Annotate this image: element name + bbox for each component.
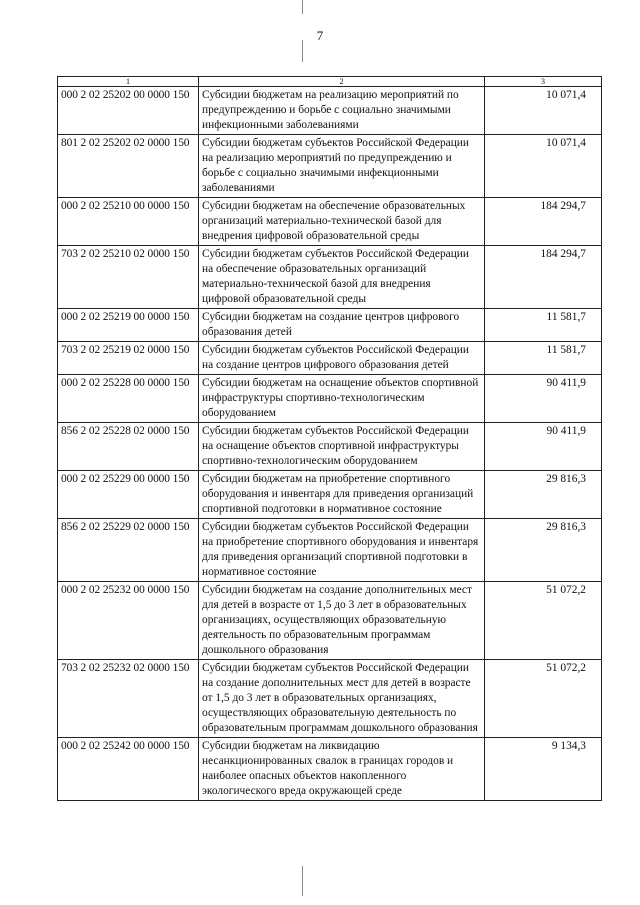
column-header-3: 3: [485, 77, 602, 87]
budget-code-cell: 000 2 02 25219 00 0000 150: [58, 309, 199, 342]
budget-code-cell: 000 2 02 25229 00 0000 150: [58, 471, 199, 519]
table-row: [58, 660, 602, 738]
budget-revenue-table: [57, 76, 602, 801]
table-row: [58, 198, 602, 246]
description-cell: Субсидии бюджетам на ликвидацию несанкционированных свалок в границах городов и наиболее опасных объектов накопленного экологического вреда окружающей среде: [199, 738, 485, 801]
amount-cell: 29 816,3: [485, 519, 602, 582]
column-header-2: 2: [199, 77, 485, 87]
budget-code-cell: 801 2 02 25202 02 0000 150: [58, 135, 199, 198]
budget-code-cell: 000 2 02 25210 00 0000 150: [58, 198, 199, 246]
table-header-row: [58, 77, 602, 87]
amount-cell: 11 581,7: [485, 342, 602, 375]
description-cell: Субсидии бюджетам субъектов Российской Федерации на приобретение спортивного оборудования и инвентаря для приведения организаций спортивной подготовки в нормативное состояние: [199, 519, 485, 582]
table-row: [58, 309, 602, 342]
table-row: [58, 342, 602, 375]
table-row: [58, 471, 602, 519]
budget-code-cell: 856 2 02 25229 02 0000 150: [58, 519, 199, 582]
scan-fold-mark-bottom: [302, 866, 303, 896]
description-cell: Субсидии бюджетам на создание центров цифрового образования детей: [199, 309, 485, 342]
page-number: 7: [316, 28, 324, 43]
budget-code-cell: 856 2 02 25228 02 0000 150: [58, 423, 199, 471]
amount-cell: 90 411,9: [485, 423, 602, 471]
amount-cell: 11 581,7: [485, 309, 602, 342]
description-cell: Субсидии бюджетам субъектов Российской Федерации на реализацию мероприятий по предупреждению и борьбе с социально значимыми инфекционными заболеваниями: [199, 135, 485, 198]
description-cell: Субсидии бюджетам субъектов Российской Федерации на создание центров цифрового образования детей: [199, 342, 485, 375]
amount-cell: 29 816,3: [485, 471, 602, 519]
amount-cell: 184 294,7: [485, 198, 602, 246]
amount-cell: 90 411,9: [485, 375, 602, 423]
table-row: [58, 738, 602, 801]
amount-cell: 184 294,7: [485, 246, 602, 309]
column-header-1: 1: [58, 77, 199, 87]
budget-code-cell: 000 2 02 25242 00 0000 150: [58, 738, 199, 801]
table-row: [58, 375, 602, 423]
table-row: [58, 582, 602, 660]
amount-cell: 51 072,2: [485, 660, 602, 738]
amount-cell: 10 071,4: [485, 87, 602, 135]
budget-code-cell: 703 2 02 25210 02 0000 150: [58, 246, 199, 309]
description-cell: Субсидии бюджетам на обеспечение образовательных организаций материально-технической базой для внедрения цифровой образовательной среды: [199, 198, 485, 246]
table-row: [58, 519, 602, 582]
amount-cell: 10 071,4: [485, 135, 602, 198]
description-cell: Субсидии бюджетам на приобретение спортивного оборудования и инвентаря для приведения организаций спортивной подготовки в нормативное состояние: [199, 471, 485, 519]
budget-code-cell: 703 2 02 25232 02 0000 150: [58, 660, 199, 738]
amount-cell: 9 134,3: [485, 738, 602, 801]
table-row: [58, 423, 602, 471]
description-cell: Субсидии бюджетам на оснащение объектов спортивной инфраструктуры спортивно-технологическим оборудованием: [199, 375, 485, 423]
amount-cell: 51 072,2: [485, 582, 602, 660]
description-cell: Субсидии бюджетам на реализацию мероприятий по предупреждению и борьбе с социально значимыми инфекционными заболеваниями: [199, 87, 485, 135]
description-cell: Субсидии бюджетам субъектов Российской Федерации на оснащение объектов спортивной инфраструктуры спортивно-технологическим оборудованием: [199, 423, 485, 471]
description-cell: Субсидии бюджетам субъектов Российской Федерации на обеспечение образовательных организаций материально-технической базой для внедрения цифровой образовательной среды: [199, 246, 485, 309]
table-row: [58, 246, 602, 309]
description-cell: Субсидии бюджетам на создание дополнительных мест для детей в возрасте от 1,5 до 3 лет в образовательных организациях, осуществляющих образовательную деятельность по образовательным программам дошкольного образования: [199, 582, 485, 660]
budget-code-cell: 703 2 02 25219 02 0000 150: [58, 342, 199, 375]
scan-fold-mark-top: [302, 0, 303, 14]
budget-code-cell: 000 2 02 25232 00 0000 150: [58, 582, 199, 660]
budget-code-cell: 000 2 02 25202 00 0000 150: [58, 87, 199, 135]
table-row: [58, 135, 602, 198]
table-row: [58, 87, 602, 135]
budget-code-cell: 000 2 02 25228 00 0000 150: [58, 375, 199, 423]
description-cell: Субсидии бюджетам субъектов Российской Федерации на создание дополнительных мест для детей в возрасте от 1,5 до 3 лет в образовательных организациях, осуществляющих образовательную деятельность по образовательным программам дошкольного образования: [199, 660, 485, 738]
